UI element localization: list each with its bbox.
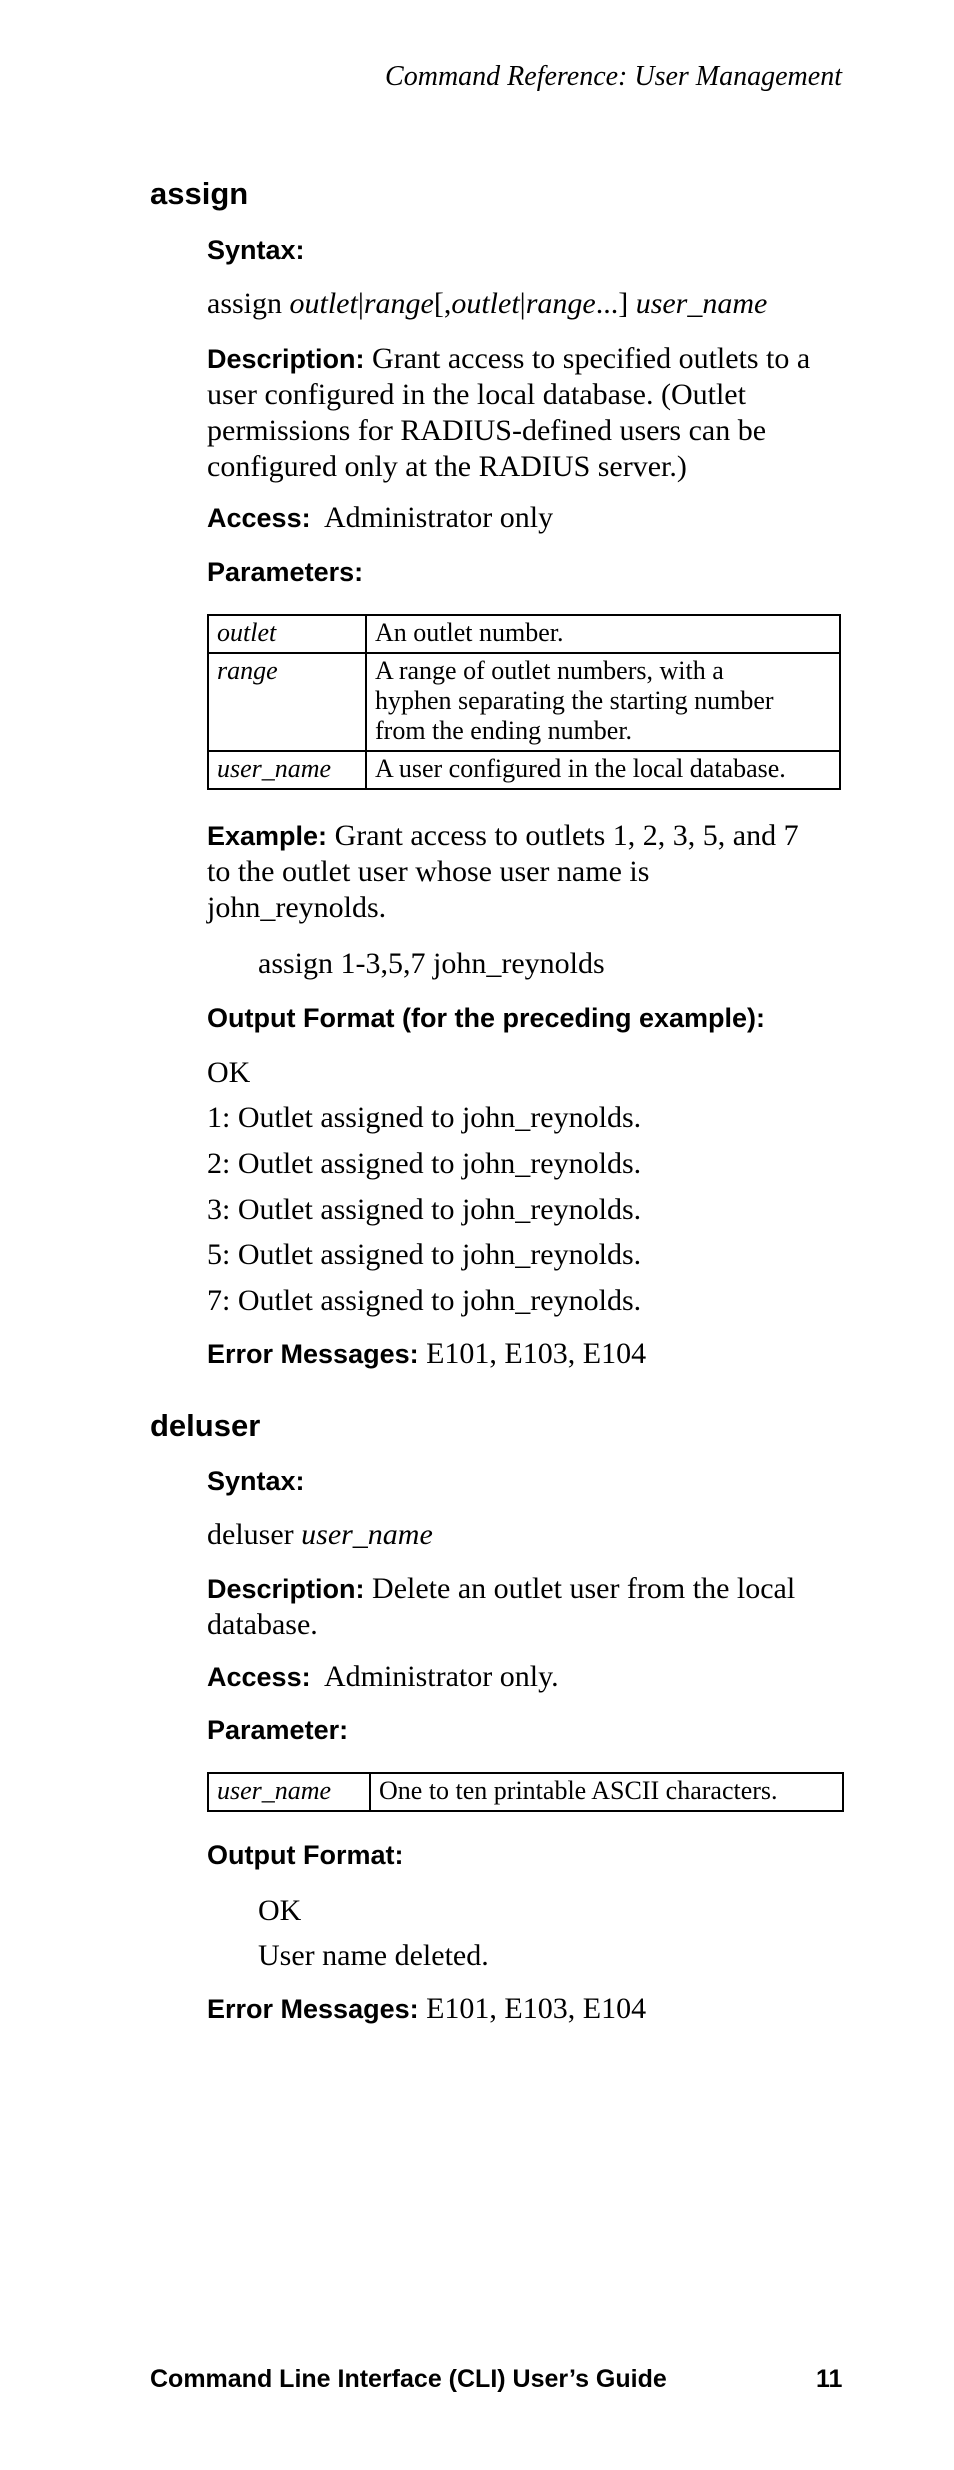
table-row <box>208 751 840 789</box>
error-codes: E101, E103, E104 <box>426 1992 647 2025</box>
example-label: Example: <box>207 821 328 851</box>
syntax-label: Syntax: <box>207 1466 305 1496</box>
access-line <box>207 1659 559 1695</box>
example-paragraph <box>207 818 855 926</box>
table-row <box>208 1773 843 1811</box>
param-desc-line: A user configured in the local database. <box>375 754 786 783</box>
output-line: OK <box>258 1894 302 1927</box>
output-line: 5: Outlet assigned to john_reynolds. <box>207 1238 642 1271</box>
param-desc: One to ten printable ASCII characters. <box>370 1773 843 1811</box>
param-name: outlet <box>208 615 366 653</box>
output-line: 7: Outlet assigned to john_reynolds. <box>207 1284 642 1317</box>
param-desc <box>366 751 840 789</box>
parameter-label: Parameter: <box>207 1715 349 1745</box>
syntax-param: user_name <box>635 287 768 320</box>
example-line: Grant access to outlets 1, 2, 3, 5, and 7 <box>334 819 799 852</box>
param-name: user_name <box>208 751 366 789</box>
error-codes: E101, E103, E104 <box>426 1337 647 1370</box>
syntax-param: user_name <box>301 1518 433 1551</box>
syntax-param: range <box>363 287 434 320</box>
command-title-deluser: deluser <box>150 1408 261 1443</box>
syntax-sep: | <box>357 287 364 320</box>
description-line: permissions for RADIUS-defined users can be <box>207 414 767 447</box>
description-line: Grant access to specified outlets to a <box>372 342 811 375</box>
output-format-label: Output Format: <box>207 1840 404 1870</box>
description-line: configured only at the RADIUS server.) <box>207 450 687 483</box>
output-line: 2: Outlet assigned to john_reynolds. <box>207 1147 642 1180</box>
description-label: Description: <box>207 344 365 374</box>
example-line: to the outlet user whose user name is <box>207 855 650 888</box>
footer-guide-title: Command Line Interface (CLI) User’s Guide <box>150 2365 667 2393</box>
example-line: john_reynolds. <box>207 891 387 924</box>
page-number: 11 <box>816 2365 843 2393</box>
param-desc-line: An outlet number. <box>375 618 564 647</box>
description-paragraph <box>207 1571 855 1643</box>
parameters-table <box>207 614 841 790</box>
param-name: range <box>208 653 366 751</box>
access-value: Administrator only. <box>323 1660 559 1693</box>
description-label: Description: <box>207 1574 365 1604</box>
syntax-label: Syntax: <box>207 235 305 265</box>
param-desc-line: hyphen separating the starting number <box>375 686 774 715</box>
table-row <box>208 615 840 653</box>
syntax-param: outlet <box>289 287 358 320</box>
syntax-sep: | <box>519 287 526 320</box>
output-line: User name deleted. <box>258 1939 489 1972</box>
table-row <box>208 653 840 751</box>
error-messages-line <box>207 1991 646 2027</box>
output-line: 1: Outlet assigned to john_reynolds. <box>207 1101 642 1134</box>
syntax-bracket: ...] <box>595 287 636 320</box>
error-messages-label: Error Messages: <box>207 1994 419 2024</box>
param-desc-line: A range of outlet numbers, with a <box>375 656 724 685</box>
param-name: user_name <box>208 1773 370 1811</box>
syntax-cmd: deluser <box>207 1518 302 1551</box>
description-line: Delete an outlet user from the local <box>372 1572 796 1605</box>
error-messages-line <box>207 1336 646 1372</box>
syntax-param: range <box>525 287 596 320</box>
access-label: Access: <box>207 503 311 533</box>
description-paragraph <box>207 341 855 485</box>
description-line: user configured in the local database. (Outlet <box>207 378 746 411</box>
access-value: Administrator only <box>323 501 554 534</box>
command-title-assign: assign <box>150 176 249 211</box>
access-line <box>207 500 553 536</box>
running-head: Command Reference: User Management <box>385 61 842 92</box>
syntax-line <box>207 1517 433 1553</box>
syntax-line <box>207 286 767 322</box>
param-desc <box>366 653 840 751</box>
output-format-label: Output Format (for the preceding example): <box>207 1003 766 1033</box>
output-line: OK <box>207 1056 251 1089</box>
param-desc <box>366 615 840 653</box>
parameters-label: Parameters: <box>207 557 364 587</box>
access-label: Access: <box>207 1662 311 1692</box>
example-command: assign 1-3,5,7 john_reynolds <box>258 947 605 980</box>
syntax-param: outlet <box>451 287 520 320</box>
syntax-bracket: [, <box>433 287 452 320</box>
syntax-cmd: assign <box>207 287 290 320</box>
parameter-table <box>207 1772 844 1812</box>
description-line: database. <box>207 1608 318 1641</box>
param-desc-line: from the ending number. <box>375 716 633 745</box>
output-line: 3: Outlet assigned to john_reynolds. <box>207 1193 642 1226</box>
error-messages-label: Error Messages: <box>207 1339 419 1369</box>
